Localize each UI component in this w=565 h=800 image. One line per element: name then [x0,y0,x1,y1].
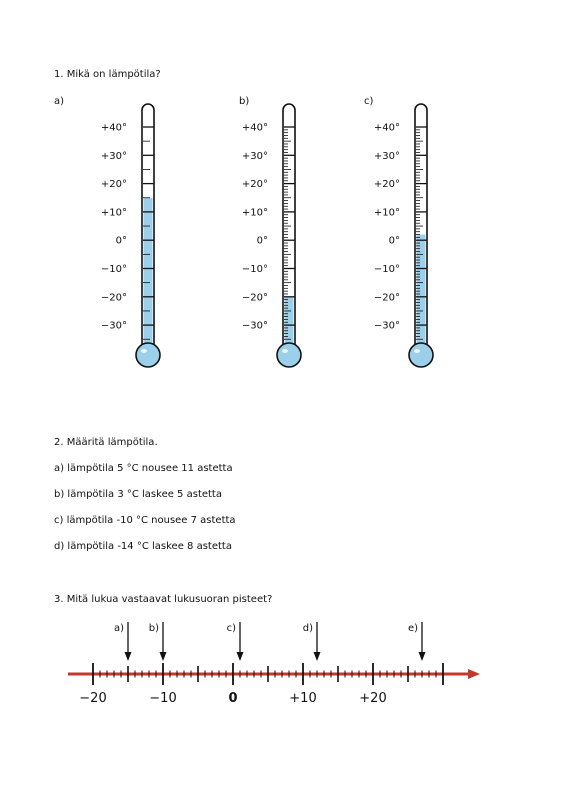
task2-item-c: c) lämpötila -10 °C nousee 7 astetta [54,515,236,526]
number-line [68,622,480,706]
scale-label: −20° [373,292,400,304]
task2-item-b: b) lämpötila 3 °C laskee 5 astetta [54,489,222,500]
scale-label: −20° [241,292,268,304]
scale-label: +10° [241,207,268,219]
scale-label: 0° [388,235,400,247]
point-label: c) [226,623,236,634]
scale-label: +40° [100,122,127,134]
task2-title: 2. Määritä lämpötila. [54,437,158,448]
point-d [303,622,321,661]
number-line-label: +20 [359,691,387,706]
scale-label: +20° [241,179,268,191]
task2-item-a: a) lämpötila 5 °C nousee 11 astetta [54,463,233,474]
scale-label: −30° [100,320,127,332]
task1-title: 1. Mikä on lämpötila? [54,69,161,80]
scale-label: 0° [256,235,268,247]
task2-item-d: d) lämpötila -14 °C laskee 8 astetta [54,541,232,552]
scale-label: 0° [115,235,127,247]
scale-label: +30° [373,150,400,162]
point-label: e) [407,623,418,634]
point-arrow-head [160,652,167,661]
scale-label: +20° [373,179,400,191]
point-a [114,622,132,661]
point-arrow-head [314,652,321,661]
scale-label: −20° [100,292,127,304]
task3-title: 3. Mitä lukua vastaavat lukusuoran pisteet? [54,594,273,605]
scale-label: +10° [373,207,400,219]
thermometer-c-label: c) [364,96,374,107]
scale-label: +20° [100,179,127,191]
scale-label: +40° [241,122,268,134]
point-arrow-head [237,652,244,661]
point-b [149,622,167,661]
point-label: b) [148,623,159,634]
scale-label: −10° [100,264,127,275]
number-line-label: +10 [289,691,317,706]
point-label: d) [302,623,313,634]
number-line-label: 0 [228,691,238,706]
thermometer-b-label: b) [239,96,250,107]
point-e [408,622,426,661]
number-line-label: −20 [79,691,107,706]
thermometer-a-label: a) [54,96,65,107]
scale-label: +10° [100,207,127,219]
point-arrow-head [125,652,132,661]
point-label: a) [113,623,124,634]
scale-label: +30° [241,150,268,162]
scale-label: −30° [241,320,268,332]
number-line-arrowhead [468,669,480,679]
point-c [227,622,244,661]
point-arrow-head [419,652,426,661]
scale-label: −10° [373,264,400,275]
number-line-label: −10 [149,691,177,706]
scale-label: +40° [373,122,400,134]
scale-label: +30° [100,150,127,162]
scale-label: −30° [373,320,400,332]
scale-label: −10° [241,264,268,275]
